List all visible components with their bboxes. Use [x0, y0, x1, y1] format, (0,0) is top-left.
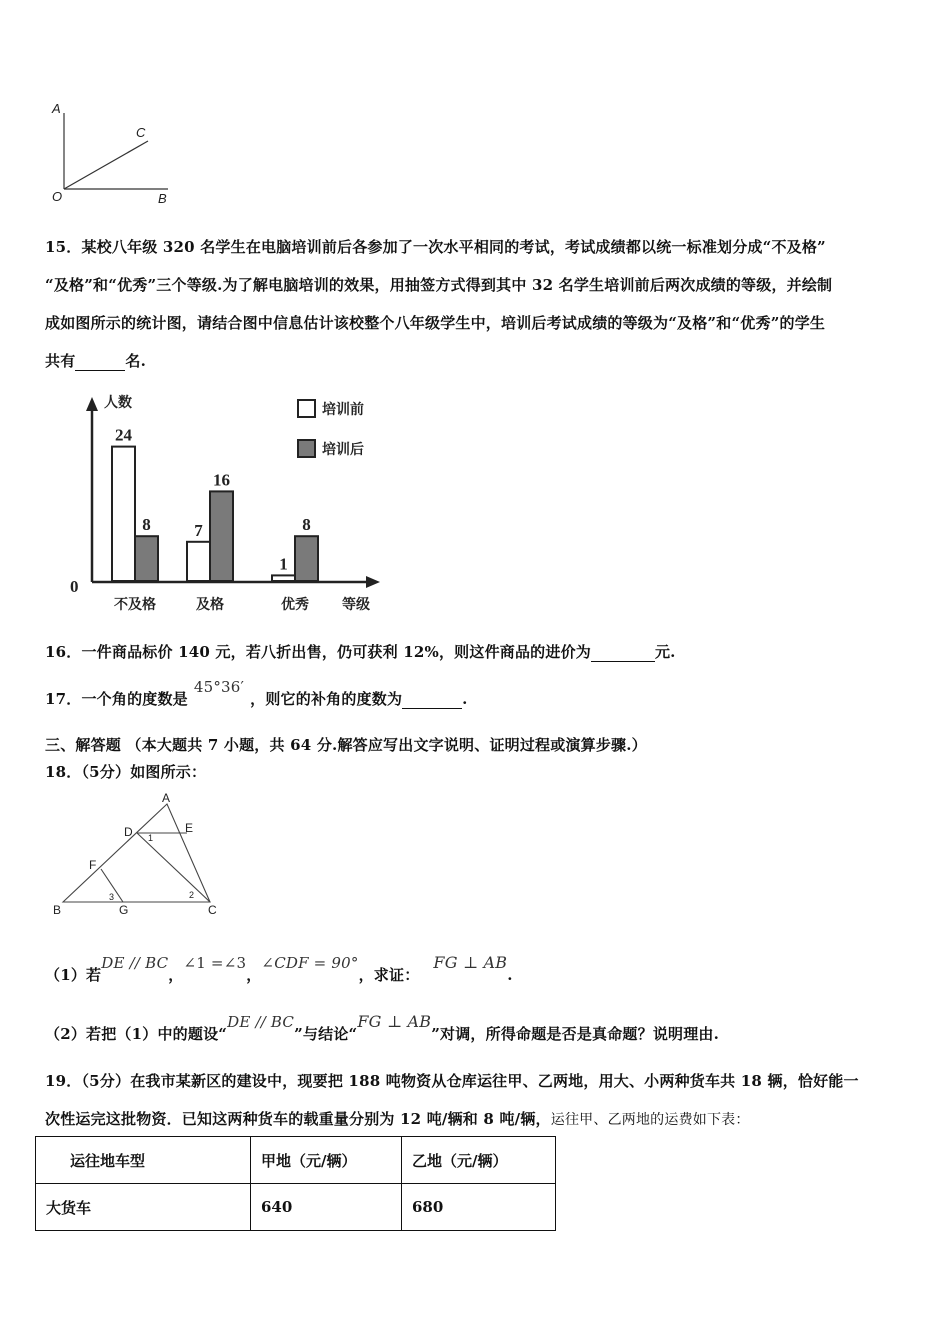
table-cell: 640 — [251, 1184, 402, 1231]
category-label: 不及格 — [114, 597, 156, 613]
answer-blank-q15 — [75, 352, 125, 371]
angle-figure — [40, 95, 180, 215]
q17-end: . — [462, 690, 468, 708]
q18-part2 — [45, 1012, 720, 1044]
bar-value-label: 7 — [194, 520, 203, 540]
legend-swatch — [298, 440, 315, 457]
bar-before-0 — [112, 447, 135, 581]
q17-text2: ，则它的补角的度数为 — [250, 690, 403, 708]
table-header-cell: 乙地（元/辆） — [402, 1137, 556, 1184]
bar-after-2 — [295, 536, 318, 581]
bar-value-label: 16 — [213, 470, 230, 490]
table-header-cell: 运往地车型 — [36, 1137, 251, 1184]
bar-after-0 — [135, 536, 158, 581]
legend-label: 培训后 — [322, 442, 364, 458]
chart-legend — [298, 400, 364, 458]
table-cell: 680 — [402, 1184, 556, 1231]
chart-origin: 0 — [70, 577, 79, 596]
q18-p1-pre: （1）若 — [45, 966, 102, 984]
chart-x-arrow — [366, 576, 380, 588]
q15-line4-pre: 共有 — [45, 352, 76, 370]
q17-text: 17．一个角的度数是 — [45, 690, 188, 708]
bar-chart — [60, 385, 400, 625]
bar-value-label: 8 — [142, 515, 151, 535]
q15-line3: 成如图所示的统计图，请结合图中信息估计该校整个八年级学生中，培训后考试成绩的等级为“及格”和“优秀”的学生 — [45, 314, 826, 332]
category-label: 及格 — [196, 597, 224, 613]
q18-p2-mid: ”与结论“ — [294, 1025, 358, 1043]
math-de-parallel-bc-2: DE // BC — [227, 1013, 295, 1031]
answer-blank-q16 — [591, 643, 655, 662]
freight-table — [35, 1136, 556, 1231]
bar-after-1 — [210, 491, 233, 581]
label-g: G — [119, 903, 129, 917]
q16 — [45, 641, 676, 662]
math-de-parallel-bc: DE // BC — [101, 954, 169, 972]
math-angle-equal: ∠1 =∠3 — [183, 954, 247, 972]
bar-value-label: 8 — [302, 515, 311, 535]
q15-line2: “及格”和“优秀”三个等级.为了解电脑培训的效果，用抽签方式得到其中 32 名学生培训前后两次成绩的等级，并绘制 — [45, 276, 833, 294]
math-angle-cdf: ∠CDF = 90° — [261, 954, 359, 972]
legend-label: 培训前 — [322, 402, 364, 418]
chart-y-arrow — [86, 397, 98, 411]
triangle-figure — [45, 792, 225, 922]
q19-line2 — [45, 1108, 750, 1129]
label-b: B — [158, 191, 167, 206]
label-a: A — [162, 792, 171, 805]
q18-p1-mid: ，求证： — [358, 966, 420, 984]
label-1: 1 — [148, 833, 154, 843]
label-b: B — [53, 903, 62, 917]
bar-value-label: 1 — [279, 554, 288, 574]
q16-end: 元. — [654, 643, 676, 661]
q18-period: . — [507, 966, 513, 984]
q19-line1: 19．（5分）在我市某新区的建设中，现要把 188 吨物资从仓库运往甲、乙两地，用大、小两种货车共 18 辆，恰好能一 — [45, 1072, 859, 1090]
label-3: 3 — [109, 892, 115, 902]
label-e: E — [185, 821, 194, 835]
q15-line4-post: 名. — [125, 352, 147, 370]
label-c: C — [136, 125, 146, 140]
q18-p2-pre: （2）若把（1）中的题设“ — [45, 1025, 228, 1043]
bar-before-2 — [272, 575, 295, 581]
label-2: 2 — [189, 890, 195, 900]
chart-ylabel: 人数 — [104, 395, 132, 411]
q16-text: 16．一件商品标价 140 元，若八折出售，仍可获利 12%，则这件商品的进价为 — [45, 643, 591, 661]
label-a: A — [52, 101, 61, 116]
q18-p2-post: ”对调，所得命题是否是真命题？说明理由. — [431, 1025, 720, 1043]
chart-xlabel: 等级 — [342, 597, 370, 613]
table-row — [36, 1184, 556, 1231]
answer-blank-q17 — [402, 690, 462, 709]
math-fg-perp-ab-2: FG ⊥ AB — [357, 1012, 432, 1031]
q19-line2-normal: 运往甲、乙两地的运费如下表： — [550, 1112, 750, 1128]
q18-part1 — [45, 953, 513, 985]
q18-comma-2: ， — [246, 966, 262, 984]
label-o: O — [52, 189, 63, 204]
q19-line2-bold: 次性运完这批物资．已知这两种货车的载重量分别为 12 吨/辆和 8 吨/辆， — [45, 1110, 551, 1128]
table-header-row — [36, 1137, 556, 1184]
math-fg-perp-ab: FG ⊥ AB — [433, 953, 508, 972]
category-label: 优秀 — [281, 597, 309, 613]
label-c: C — [208, 903, 217, 917]
q15-line1: 15．某校八年级 320 名学生在电脑培训前后各参加了一次水平相同的考试，考试成绩都以统一标准划分成“不及格” — [45, 238, 826, 256]
table-header-cell: 甲地（元/辆） — [251, 1137, 402, 1184]
table-cell: 大货车 — [36, 1184, 251, 1231]
q18-title: 18．（5分）如图所示： — [45, 763, 207, 781]
label-f: F — [89, 858, 97, 872]
bar-value-label: 24 — [115, 425, 132, 445]
bar-before-1 — [187, 542, 210, 581]
label-d: D — [124, 825, 133, 839]
q18-comma-1: ， — [168, 966, 184, 984]
legend-swatch — [298, 400, 315, 417]
q17-angle: 45°36′ — [193, 678, 245, 696]
q17 — [45, 678, 468, 709]
q15-line4 — [45, 350, 146, 371]
section-3-heading: 三、解答题 （本大题共 7 小题，共 64 分.解答应写出文字说明、证明过程或演算步骤.） — [45, 736, 647, 754]
